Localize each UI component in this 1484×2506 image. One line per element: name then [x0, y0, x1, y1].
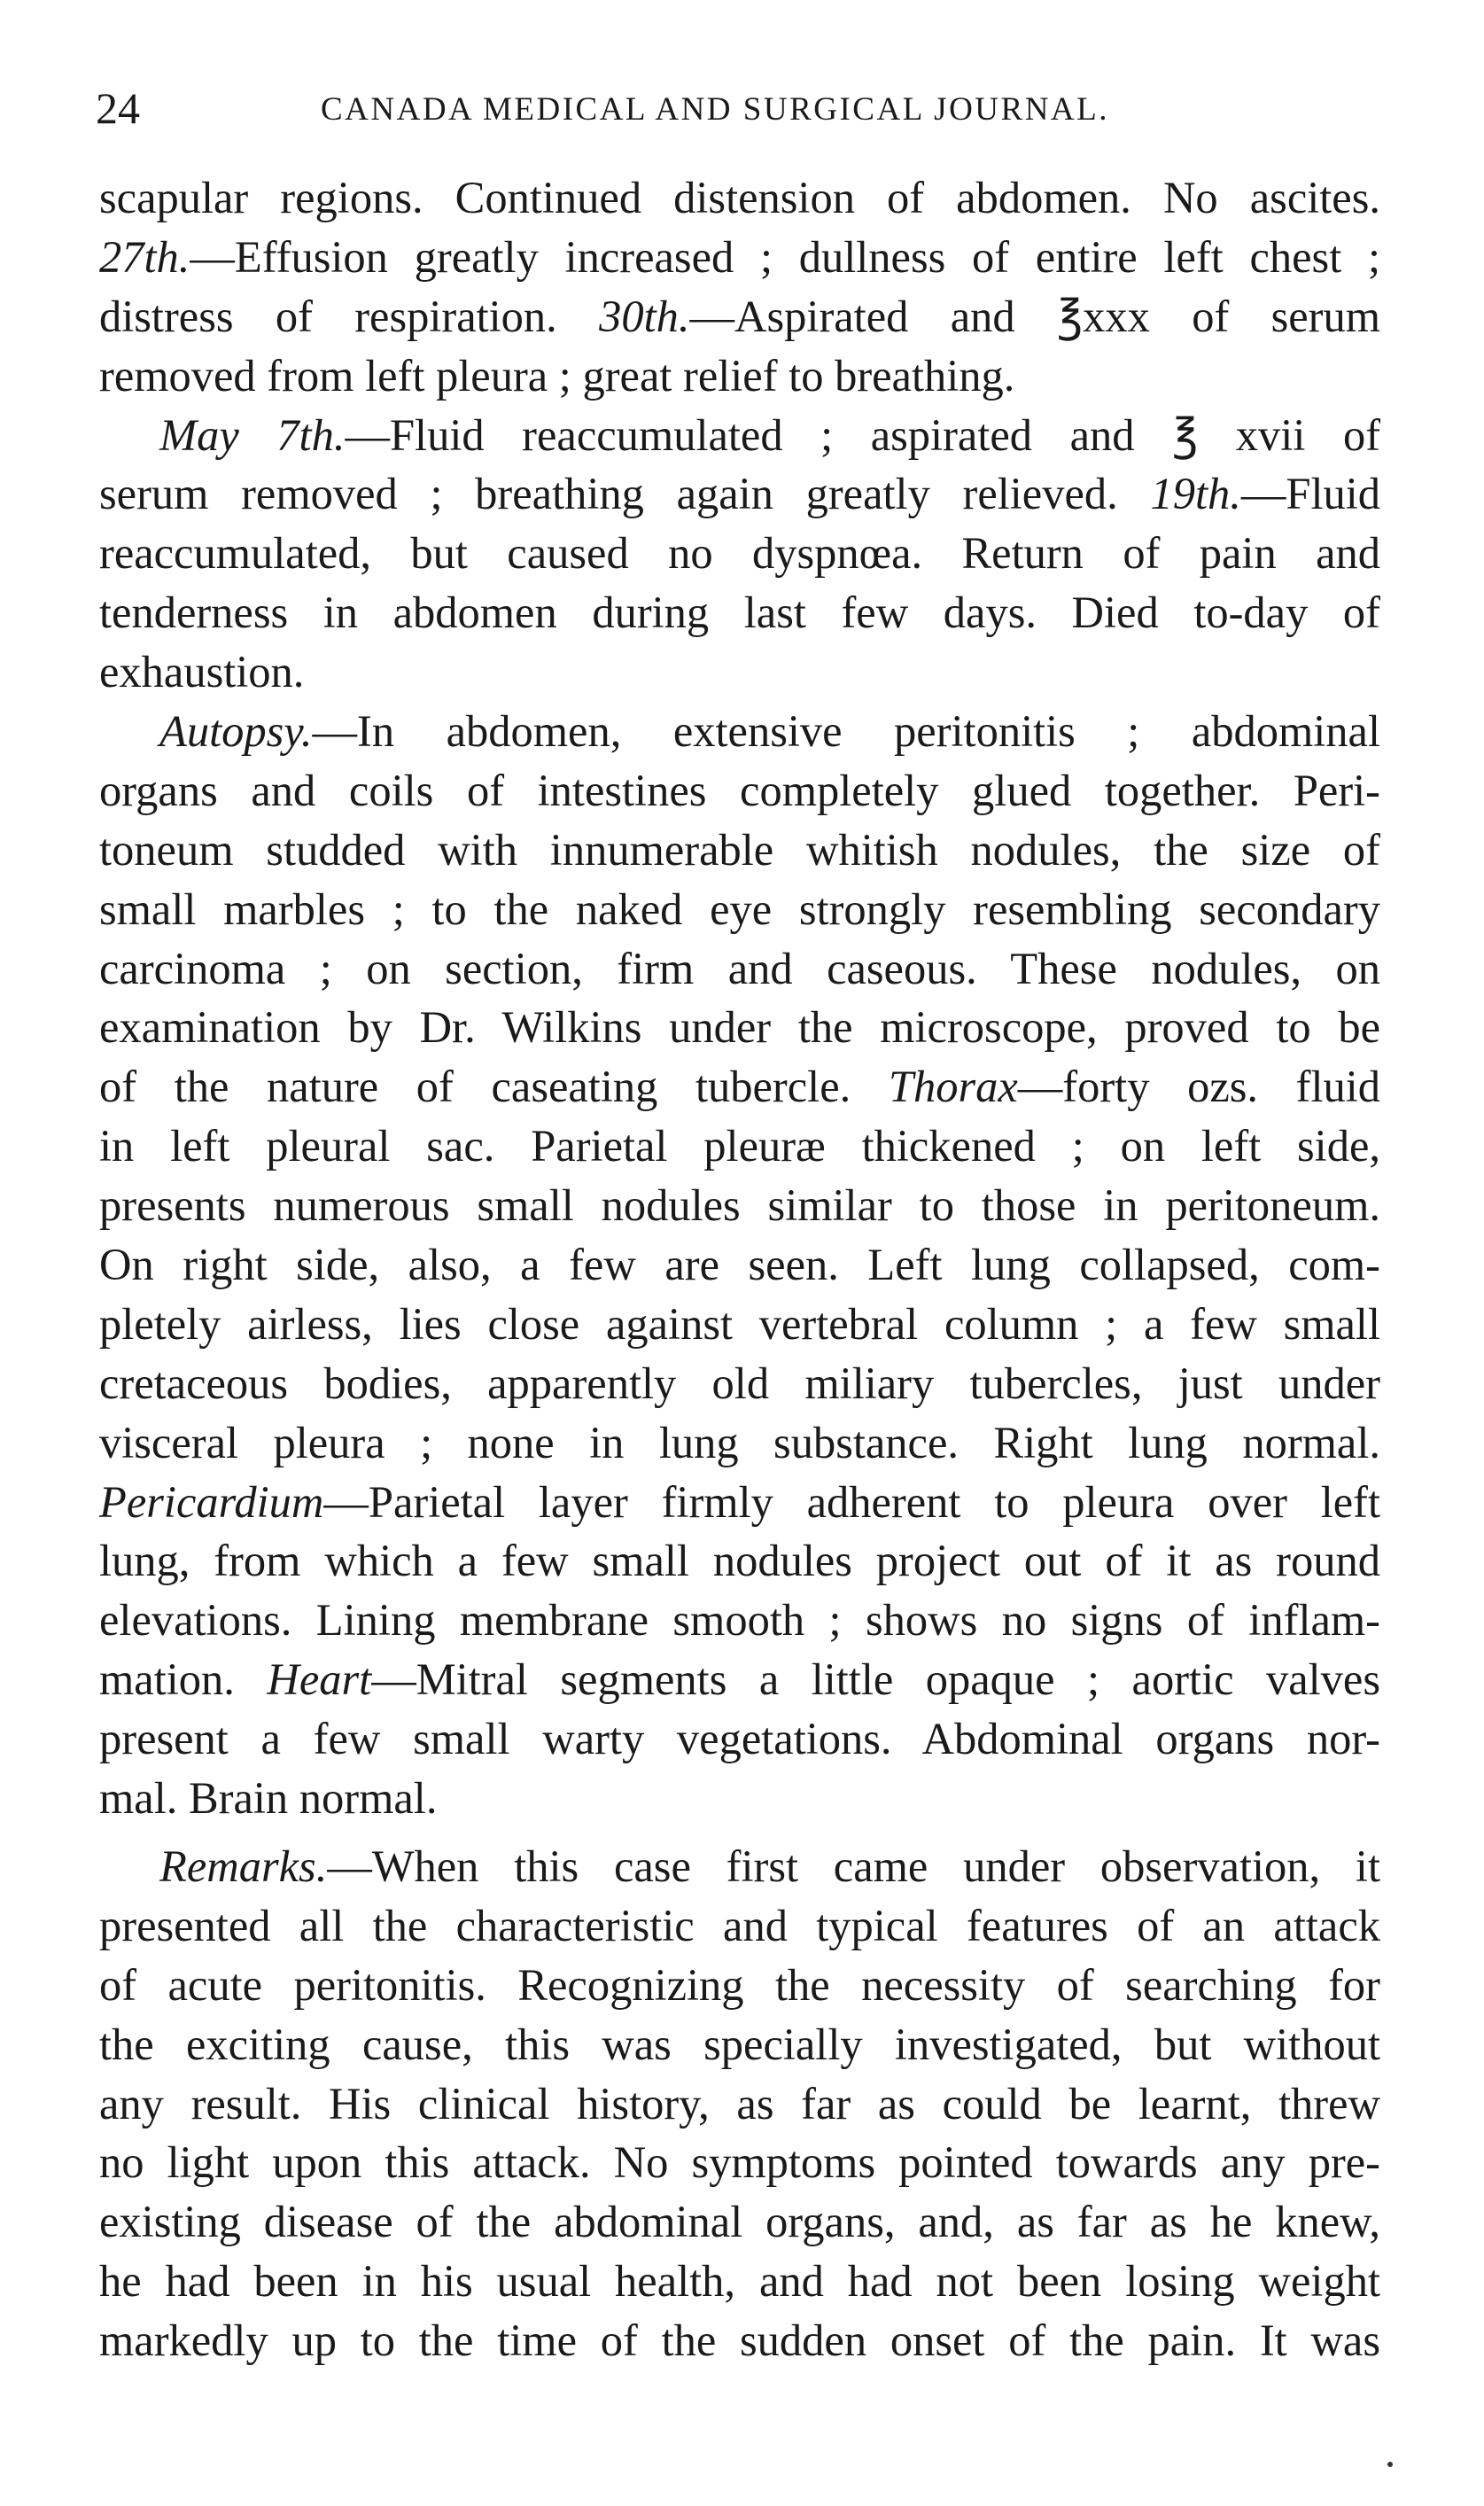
- text-line: cretaceous bodies, apparently old miliary tubercles, just under: [99, 1358, 1380, 1408]
- text-line: serum removed ; breathing again greatly relieved. 19th.—Fluid: [99, 469, 1381, 519]
- text-line: presented all the characteristic and typical features of an attack: [99, 1900, 1380, 1950]
- text-line: distress of respiration. 30th.—Aspirated and ℥xxx of serum: [99, 291, 1380, 341]
- text-line: no light upon this attack. No symptoms pointed towards any pre-: [99, 2137, 1380, 2188]
- print-speck: [1387, 2462, 1393, 2467]
- text-line: mal. Brain normal.: [99, 1773, 438, 1824]
- text-line: lung, from which a few small nodules project out of it as round: [99, 1536, 1380, 1586]
- text-line: in left pleural sac. Parietal pleuræ thickened ; on left side,: [99, 1121, 1380, 1171]
- text-line: On right side, also, a few are seen. Left lung collapsed, com-: [99, 1240, 1380, 1290]
- text-line: Pericardium—Parietal layer firmly adherent to pleura over left: [99, 1476, 1380, 1527]
- text-line: pletely airless, lies close against vertebral column ; a few small: [99, 1298, 1380, 1349]
- text-line: small marbles ; to the naked eye strongly resembling secondary: [99, 883, 1380, 934]
- running-head: [96, 82, 1385, 135]
- text-line: present a few small warty vegetations. Abdominal organs nor-: [99, 1714, 1380, 1764]
- text-line: May 7th.—Fluid reaccumulated ; aspirated and ℥ xvii of: [159, 409, 1381, 460]
- text-line: removed from left pleura ; great relief to breathing.: [99, 350, 1015, 401]
- text-line: scapular regions. Continued distension of abdomen. No ascites.: [99, 173, 1380, 222]
- text-line: exhaustion.: [99, 647, 305, 697]
- text-line: Autopsy.—In abdomen, extensive peritonitis ; abdominal: [159, 706, 1380, 757]
- journal-title: CANADA MEDICAL AND SURGICAL JOURNAL.: [321, 91, 1109, 128]
- text-line: 27th.—Effusion greatly increased ; dullness of entire left chest ;: [99, 231, 1380, 282]
- text-line: organs and coils of intestines completely glued together. Peri-: [99, 765, 1380, 815]
- text-line: Remarks.—When this case first came under observation, it: [159, 1841, 1380, 1891]
- text-line: existing disease of the abdominal organs, and, as far as he knew,: [99, 2197, 1380, 2247]
- text-line: markedly up to the time of the sudden onset of the pain. It was: [99, 2315, 1380, 2366]
- page-number: 24: [96, 83, 140, 133]
- text-line: tenderness in abdomen during last few days. Died to-day of: [99, 588, 1380, 638]
- text-line: carcinoma ; on section, firm and caseous. These nodules, on: [99, 943, 1380, 993]
- text-line: he had been in his usual health, and had not been losing weight: [99, 2256, 1380, 2307]
- text-line: examination by Dr. Wilkins under the microscope, proved to be: [99, 1002, 1380, 1053]
- text-line: any result. His clinical history, as far as could be learnt, threw: [99, 2078, 1380, 2129]
- text-line: elevations. Lining membrane smooth ; shows no signs of inflam-: [99, 1595, 1380, 1646]
- text-line: toneum studded with innumerable whitish nodules, the size of: [99, 824, 1380, 875]
- text-line: reaccumulated, but caused no dyspnœa. Return of pain and: [99, 528, 1380, 579]
- text-line: of the nature of caseating tubercle. Thorax—forty ozs. fluid: [99, 1062, 1381, 1112]
- text-line: visceral pleura ; none in lung substance. Right lung normal.: [99, 1417, 1380, 1467]
- text-line: the exciting cause, this was specially investigated, but without: [99, 2019, 1380, 2069]
- text-line: presents numerous small nodules similar to those in peritoneum.: [99, 1180, 1380, 1231]
- text-line: of acute peritonitis. Recognizing the necessity of searching for: [99, 1959, 1380, 2010]
- text-line: mation. Heart—Mitral segments a little opaque ; aortic valves: [99, 1654, 1381, 1705]
- body-text: [99, 168, 1380, 2370]
